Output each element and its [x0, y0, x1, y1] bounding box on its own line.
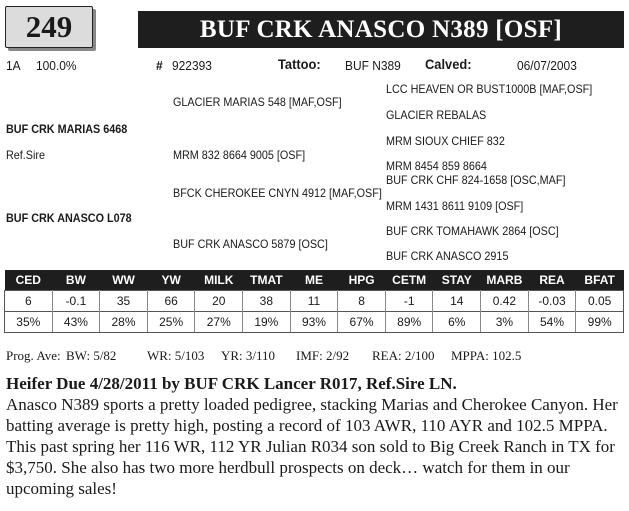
epd-table — [4, 270, 624, 333]
reg-label: # — [156, 58, 163, 73]
epd-header: BW — [52, 270, 100, 291]
epd-header: MILK — [195, 270, 243, 291]
sire-sire-dam: GLACIER REBALAS — [386, 108, 487, 122]
tattoo-label: Tattoo: — [278, 56, 321, 72]
epd-percentile: 3% — [481, 312, 529, 333]
progeny-wr: WR: 5/103 — [147, 348, 205, 363]
epd-header: MARB — [481, 270, 529, 291]
epd-percentile-row — [5, 312, 624, 333]
epd-header: ME — [290, 270, 338, 291]
tattoo-value: BUF N389 — [345, 58, 401, 73]
dam-dam: BUF CRK ANASCO 5879 [OSC] — [173, 237, 328, 251]
epd-value: -1 — [385, 291, 433, 312]
epd-value: -0.1 — [52, 291, 100, 312]
calved-label: Calved: — [425, 56, 472, 72]
epd-header-row — [5, 270, 624, 291]
dam-sire-dam: MRM 1431 8611 9109 [OSF] — [386, 199, 524, 213]
dam-sire: BFCK CHEROKEE CNYN 4912 [MAF,OSF] — [173, 186, 382, 200]
epd-value: 35 — [100, 291, 148, 312]
animal-name-banner — [138, 11, 624, 48]
epd-percentile: 35% — [5, 312, 53, 333]
animal-name: BUF CRK ANASCO N389 [OSF] — [199, 15, 563, 43]
epd-value: 0.42 — [481, 291, 529, 312]
epd-header: WW — [100, 270, 148, 291]
progeny-mppa: MPPA: 102.5 — [451, 348, 522, 363]
epd-values-row — [5, 291, 624, 312]
epd-percentile: 6% — [433, 312, 481, 333]
epd-header: BFAT — [576, 270, 624, 291]
epd-percentile: 89% — [385, 312, 433, 333]
epd-percentile: 99% — [576, 312, 624, 333]
epd-value: 8 — [338, 291, 386, 312]
lot-code: 1A — [6, 58, 21, 73]
dam-dam-sire: BUF CRK TOMAHAWK 2864 [OSC] — [386, 224, 559, 238]
epd-value: 38 — [243, 291, 291, 312]
sire-note: Ref.Sire — [6, 148, 46, 162]
epd-header: YW — [147, 270, 195, 291]
lot-number: 249 — [5, 6, 93, 48]
progeny-imf: IMF: 2/92 — [296, 348, 350, 363]
sire-sire: GLACIER MARIAS 548 [MAF,OSF] — [173, 95, 342, 109]
reg-number: 922393 — [172, 58, 212, 73]
sire-dam: MRM 832 8664 9005 [OSF] — [173, 148, 306, 162]
progeny-label: Prog. Ave: — [6, 348, 61, 363]
epd-header: STAY — [433, 270, 481, 291]
sire-name: BUF CRK MARIAS 6468 — [6, 122, 128, 136]
dam-name: BUF CRK ANASCO L078 — [6, 211, 132, 225]
epd-percentile: 67% — [338, 312, 386, 333]
epd-value: -0.03 — [528, 291, 576, 312]
sire-dam-sire: MRM SIOUX CHIEF 832 — [386, 134, 505, 148]
epd-value: 6 — [5, 291, 53, 312]
epd-header: REA — [528, 270, 576, 291]
epd-percentile: 28% — [100, 312, 148, 333]
epd-value: 66 — [147, 291, 195, 312]
progeny-bw: BW: 5/82 — [66, 348, 117, 363]
epd-percentile: 25% — [147, 312, 195, 333]
epd-header: HPG — [338, 270, 386, 291]
percent-value: 100.0% — [36, 58, 77, 73]
lot-description: Anasco N389 sports a pretty loaded pedigree, stacking Marias and Cherokee Canyon. Her batting average is pretty high, posting a record of 103 AWR, 110 AYR and 102.5 MPPA. This past spring her 116 WR, 112 YR Julian R034 son sold to Big Creek Ranch in TX for $3,750. She also has two more herdbull prospects on deck… watch for them in our upcoming sales! — [6, 395, 618, 498]
epd-percentile: 93% — [290, 312, 338, 333]
calved-date: 06/07/2003 — [517, 58, 577, 73]
epd-value: 20 — [195, 291, 243, 312]
epd-percentile: 54% — [528, 312, 576, 333]
epd-value: 14 — [433, 291, 481, 312]
dam-dam-dam: BUF CRK ANASCO 2915 — [386, 249, 509, 263]
sire-dam-dam: MRM 8454 859 8664 — [386, 159, 487, 173]
sire-sire-sire: LCC HEAVEN OR BUST1000B [MAF,OSF] — [386, 82, 593, 96]
epd-value: 11 — [290, 291, 338, 312]
epd-header: CED — [5, 270, 53, 291]
epd-percentile: 43% — [52, 312, 100, 333]
epd-value: 0.05 — [576, 291, 624, 312]
epd-header: CETM — [385, 270, 433, 291]
progeny-yr: YR: 3/110 — [221, 348, 276, 363]
epd-percentile: 19% — [243, 312, 291, 333]
progeny-rea: REA: 2/100 — [372, 348, 435, 363]
dam-sire-sire: BUF CRK CHF 824-1658 [OSC,MAF] — [386, 173, 566, 187]
heifer-due-heading: Heifer Due 4/28/2011 by BUF CRK Lancer R017, Ref.Sire LN. — [6, 374, 457, 393]
epd-percentile: 27% — [195, 312, 243, 333]
epd-header: TMAT — [243, 270, 291, 291]
